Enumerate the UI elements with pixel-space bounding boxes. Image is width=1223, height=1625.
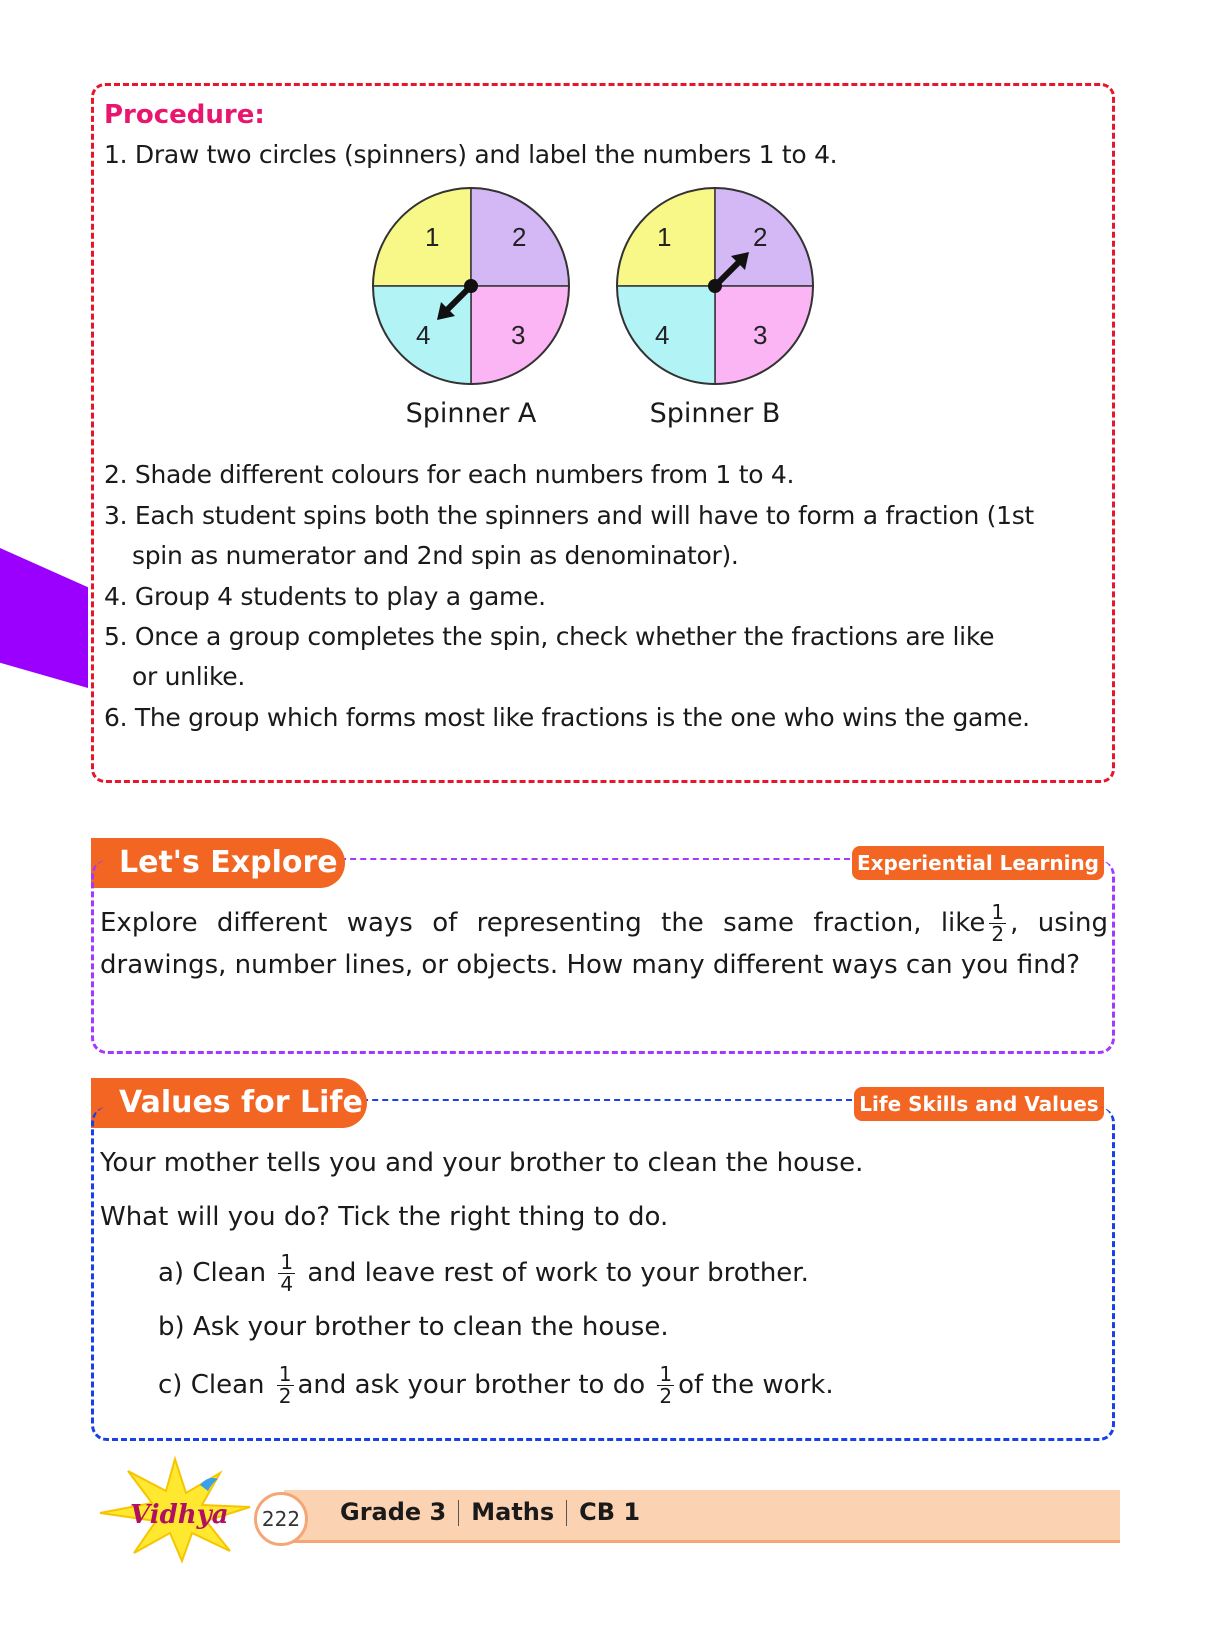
- option-c: [158, 1364, 834, 1407]
- footer-grade: Grade 3: [340, 1498, 447, 1526]
- step-2: 2. Shade different colours for each numbers from 1 to 4.: [104, 460, 795, 489]
- side-tab-decoration: [0, 548, 88, 688]
- fraction-denominator: 2: [278, 1384, 292, 1408]
- spinner-b: [615, 186, 815, 390]
- logo-text: Vidhya: [130, 1500, 229, 1530]
- explore-heading: Let's Explore: [91, 838, 345, 888]
- option-c-middle: and ask your brother to do: [297, 1370, 646, 1400]
- values-heading: Values for Life: [91, 1078, 367, 1128]
- option-a: [158, 1252, 809, 1295]
- fraction-denominator: 2: [659, 1384, 673, 1408]
- fraction-numerator: 1: [991, 900, 1005, 924]
- step-1: 1. Draw two circles (spinners) and label the numbers 1 to 4.: [104, 140, 838, 169]
- fraction-one-half: [657, 1364, 674, 1407]
- fraction-one-half: [277, 1364, 294, 1407]
- step-4: 4. Group 4 students to play a game.: [104, 582, 546, 611]
- option-b: b) Ask your brother to clean the house.: [158, 1312, 669, 1342]
- fraction-one-half: [989, 902, 1006, 945]
- fraction-one-quarter: [278, 1252, 295, 1295]
- option-c-prefix: c) Clean: [158, 1370, 265, 1400]
- spinner-a-label-4: 4: [416, 320, 431, 350]
- footer-separator: [458, 1500, 459, 1526]
- fraction-numerator: 1: [659, 1362, 673, 1386]
- footer-separator: [566, 1500, 567, 1526]
- spinner-b-label-4: 4: [655, 320, 670, 350]
- step-5-continued: or unlike.: [132, 662, 246, 691]
- spinner-a-graphic: [371, 186, 571, 386]
- footer-book: CB 1: [579, 1498, 641, 1526]
- spinner-a-label-3: 3: [511, 320, 526, 350]
- spinner-b-label-2: 2: [753, 222, 768, 252]
- page-number: 222: [254, 1492, 308, 1546]
- vidhya-logo: [90, 1455, 260, 1569]
- values-line-2: What will you do? Tick the right thing to do.: [100, 1202, 669, 1232]
- fraction-denominator: 2: [991, 922, 1005, 946]
- spinner-b-label-3: 3: [753, 320, 768, 350]
- step-3-continued: spin as numerator and 2nd spin as denominator).: [132, 541, 739, 570]
- spinner-a: [371, 186, 571, 390]
- step-5: 5. Once a group completes the spin, check whether the fractions are like: [104, 622, 995, 651]
- fraction-numerator: 1: [280, 1250, 294, 1274]
- explore-text-start: Explore different ways of representing the same fraction, like: [100, 908, 986, 938]
- explore-text: [100, 902, 1108, 985]
- explore-text-end: , using drawings, number lines, or objects. How many different ways can you find?: [100, 908, 1108, 980]
- spinner-b-caption: Spinner B: [649, 398, 781, 429]
- procedure-title: Procedure:: [104, 100, 265, 130]
- values-dashed-rule: [352, 1099, 852, 1101]
- procedure-box: [91, 83, 1115, 783]
- footer-info: [340, 1498, 640, 1526]
- values-badge: Life Skills and Values: [854, 1087, 1104, 1121]
- footer-subject: Maths: [471, 1498, 555, 1526]
- option-a-suffix: and leave rest of work to your brother.: [307, 1258, 809, 1288]
- spinner-b-label-1: 1: [657, 222, 672, 252]
- spinner-a-caption: Spinner A: [405, 398, 537, 429]
- spinner-b-graphic: [615, 186, 815, 386]
- values-line-1: Your mother tells you and your brother to clean the house.: [100, 1148, 864, 1178]
- step-3: 3. Each student spins both the spinners and will have to form a fraction (1st: [104, 501, 1034, 530]
- fraction-numerator: 1: [278, 1362, 292, 1386]
- explore-badge: Experiential Learning: [852, 846, 1104, 880]
- spinner-a-label-1: 1: [425, 222, 440, 252]
- fraction-denominator: 4: [280, 1272, 294, 1296]
- spinner-a-label-2: 2: [512, 222, 527, 252]
- step-6: 6. The group which forms most like fractions is the one who wins the game.: [104, 703, 1030, 732]
- option-c-suffix: of the work.: [678, 1370, 834, 1400]
- option-a-prefix: a) Clean: [158, 1258, 267, 1288]
